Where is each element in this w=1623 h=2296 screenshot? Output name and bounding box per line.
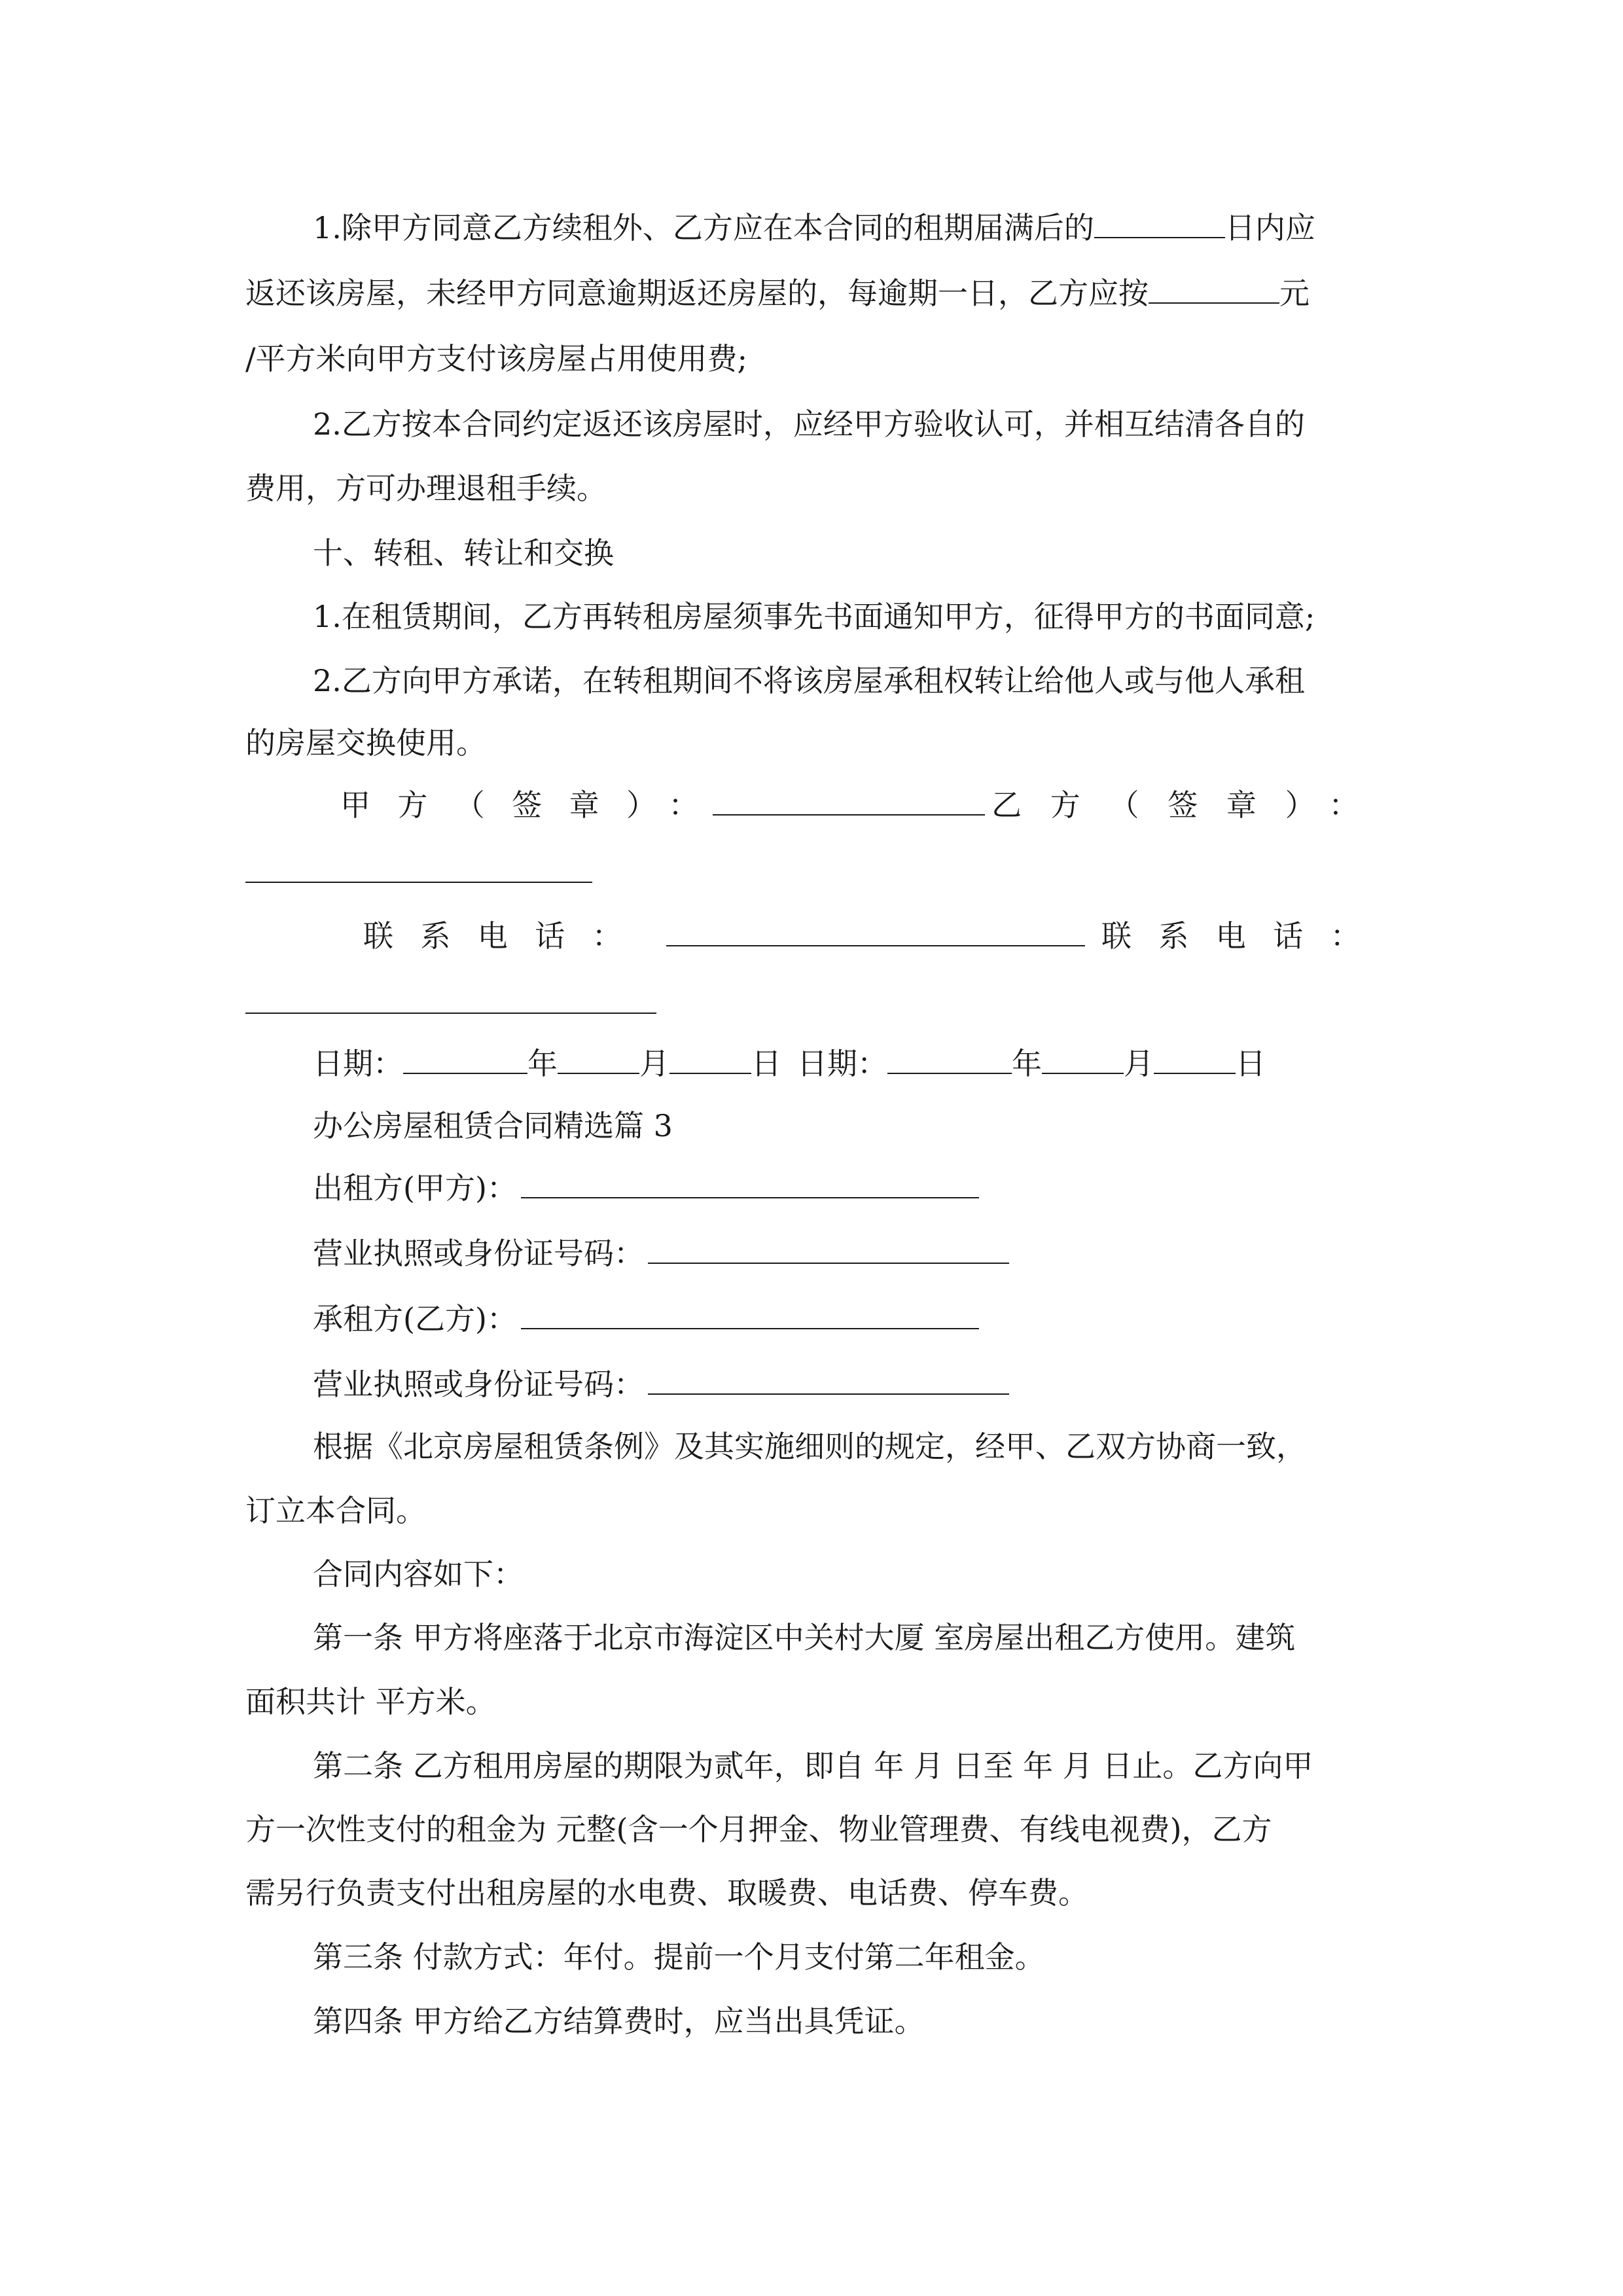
intro-line-1: 根据《北京房屋租赁条例》及其实施细则的规定，经甲、乙双方协商一致， bbox=[313, 1429, 1306, 1464]
phone-row bbox=[363, 916, 1387, 956]
sublease-clause-2-line-1: 2.乙方向甲方承诺，在转租期间不将该房屋承租权转让给他人或与他人承租 bbox=[313, 663, 1305, 698]
month-unit: 月 bbox=[639, 1046, 669, 1081]
party-b-signature-label: 乙方（签章）： bbox=[991, 787, 1387, 823]
overdue-unit: 元 bbox=[1279, 276, 1310, 311]
license-row-2 bbox=[313, 1365, 1387, 1404]
contract-title: 办公房屋租赁合同精选篇 3 bbox=[313, 1108, 673, 1143]
license-label-b: 营业执照或身份证号码： bbox=[313, 1367, 644, 1402]
party-a-day-blank bbox=[669, 1044, 751, 1074]
day-unit: 日 bbox=[1236, 1046, 1266, 1081]
section-heading-sublease: 十、转租、转让和交换 bbox=[313, 535, 614, 571]
sublease-clause-2-line-2: 的房屋交换使用。 bbox=[245, 725, 486, 761]
return-clause-text: 1.除甲方同意乙方续租外、乙方应在本合同的租期届满后的 bbox=[313, 210, 1094, 245]
article-2-line-1: 第二条 乙方租用房屋的期限为贰年，即自 年 月 日至 年 月 日止。乙方向甲 bbox=[313, 1748, 1313, 1784]
year-unit: 年 bbox=[527, 1046, 558, 1081]
return-clause-line-2 bbox=[245, 274, 1387, 313]
signature-row bbox=[340, 785, 1387, 825]
inspection-clause-line-1: 2.乙方按本合同约定返还该房屋时，应经甲方验收认可，并相互结清各自的 bbox=[313, 406, 1305, 442]
return-clause-text-end: 日内应 bbox=[1224, 210, 1315, 245]
lessor-label: 出租方(甲方)： bbox=[313, 1170, 517, 1206]
license-blank-a bbox=[648, 1234, 1009, 1264]
license-row-1 bbox=[313, 1234, 1387, 1273]
article-2-line-3: 需另行负责支付出租房屋的水电费、取暖费、电话费、停车费。 bbox=[245, 1875, 1088, 1910]
article-1-line-1: 第一条 甲方将座落于北京市海淀区中关村大厦 室房屋出租乙方使用。建筑 bbox=[313, 1620, 1296, 1655]
license-label-a: 营业执照或身份证号码： bbox=[313, 1236, 644, 1271]
lessee-blank bbox=[521, 1299, 979, 1329]
article-1-line-2: 面积共计 平方米。 bbox=[245, 1684, 496, 1719]
party-a-year-blank bbox=[403, 1044, 527, 1074]
article-2-line-2: 方一次性支付的租金为 元整(含一个月押金、物业管理费、有线电视费)，乙方 bbox=[245, 1812, 1272, 1847]
lessee-row bbox=[313, 1299, 1387, 1338]
lessor-row bbox=[313, 1168, 1387, 1208]
party-a-phone-blank bbox=[666, 916, 1085, 946]
party-b-year-blank bbox=[887, 1044, 1012, 1074]
party-b-month-blank bbox=[1042, 1044, 1124, 1074]
party-b-signature-blank bbox=[245, 880, 592, 883]
year-unit: 年 bbox=[1012, 1046, 1042, 1081]
intro-line-2: 订立本合同。 bbox=[245, 1493, 426, 1528]
return-days-blank bbox=[1094, 208, 1225, 238]
party-a-month-blank bbox=[558, 1044, 639, 1074]
party-a-phone-label: 联系电话： bbox=[363, 918, 649, 954]
day-unit: 日 bbox=[751, 1046, 781, 1081]
contents-heading: 合同内容如下： bbox=[313, 1556, 524, 1592]
return-clause-line-1 bbox=[313, 208, 1387, 247]
lessee-label: 承租方(乙方)： bbox=[313, 1301, 517, 1336]
license-blank-b bbox=[648, 1365, 1009, 1395]
party-a-signature-label: 甲方（签章）： bbox=[340, 787, 726, 823]
party-b-phone-blank bbox=[245, 1011, 656, 1014]
overdue-fee-blank bbox=[1149, 274, 1279, 304]
party-a-date-label: 日期： bbox=[313, 1046, 403, 1081]
return-clause-line-3: /平方米向甲方支付该房屋占用使用费; bbox=[245, 341, 747, 376]
party-b-date-label: 日期： bbox=[797, 1046, 887, 1081]
lessor-blank bbox=[521, 1168, 979, 1198]
party-b-day-blank bbox=[1154, 1044, 1236, 1074]
sublease-clause-1: 1.在租赁期间，乙方再转租房屋须事先书面通知甲方，征得甲方的书面同意; bbox=[313, 599, 1315, 634]
date-row bbox=[313, 1044, 1387, 1083]
article-4: 第四条 甲方给乙方结算费时，应当出具凭证。 bbox=[313, 2003, 925, 2039]
overdue-text: 返还该房屋，未经甲方同意逾期返还房屋的，每逾期一日，乙方应按 bbox=[245, 276, 1149, 311]
month-unit: 月 bbox=[1124, 1046, 1154, 1081]
party-b-phone-label: 联系电话： bbox=[1101, 918, 1387, 954]
inspection-clause-line-2: 费用，方可办理退租手续。 bbox=[245, 471, 607, 506]
party-a-signature-blank bbox=[713, 785, 985, 816]
article-3: 第三条 付款方式：年付。提前一个月支付第二年租金。 bbox=[313, 1939, 1045, 1975]
